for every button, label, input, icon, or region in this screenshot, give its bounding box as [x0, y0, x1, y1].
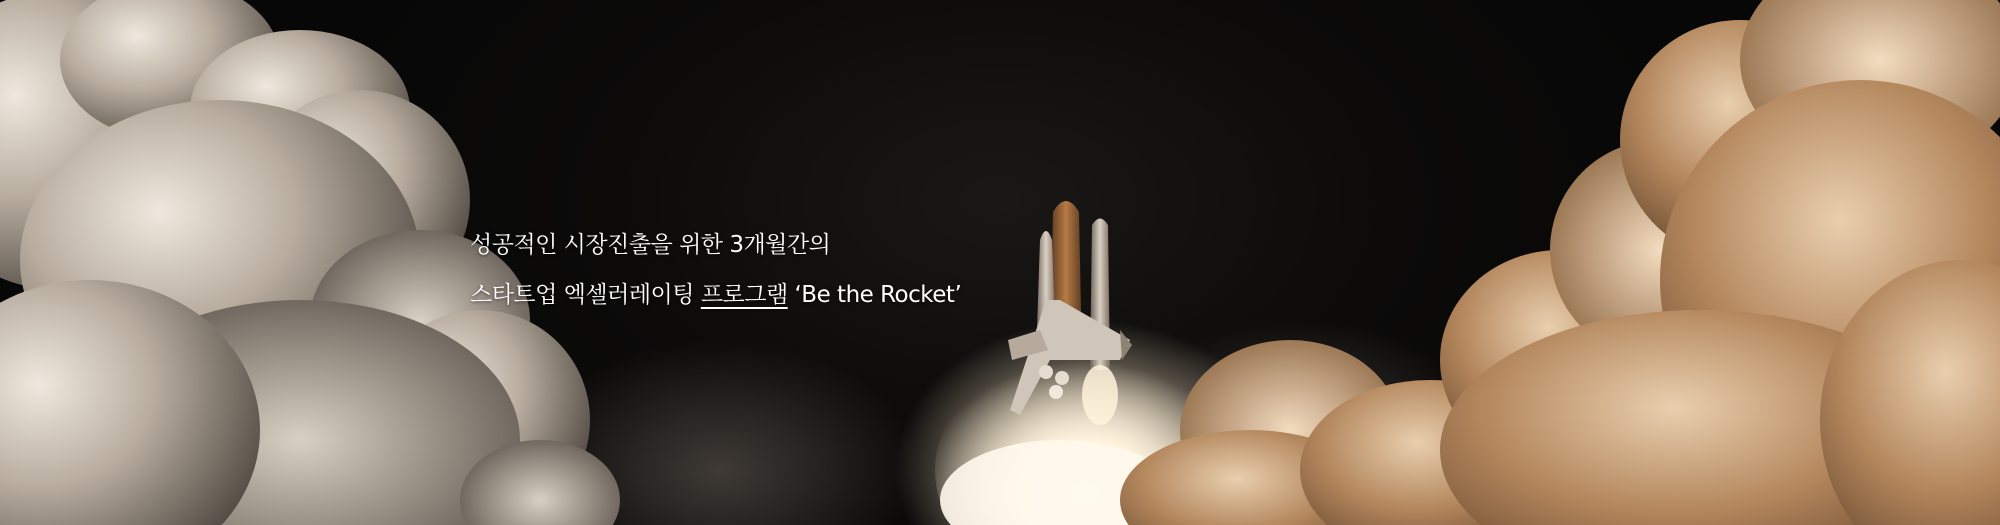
headline-line-1: 성공적인 시장진출을 위한 3개월간의	[470, 232, 831, 258]
hero-headline	[470, 220, 961, 320]
headline-line-2-prefix: 스타트업 엑셀러레이팅	[470, 282, 701, 308]
headline-line-2	[470, 270, 961, 320]
right-cloud	[1120, 0, 2000, 525]
headline-program-word: 프로그램	[700, 282, 788, 308]
headline-line-2-suffix: ‘Be the Rocket’	[787, 282, 962, 308]
